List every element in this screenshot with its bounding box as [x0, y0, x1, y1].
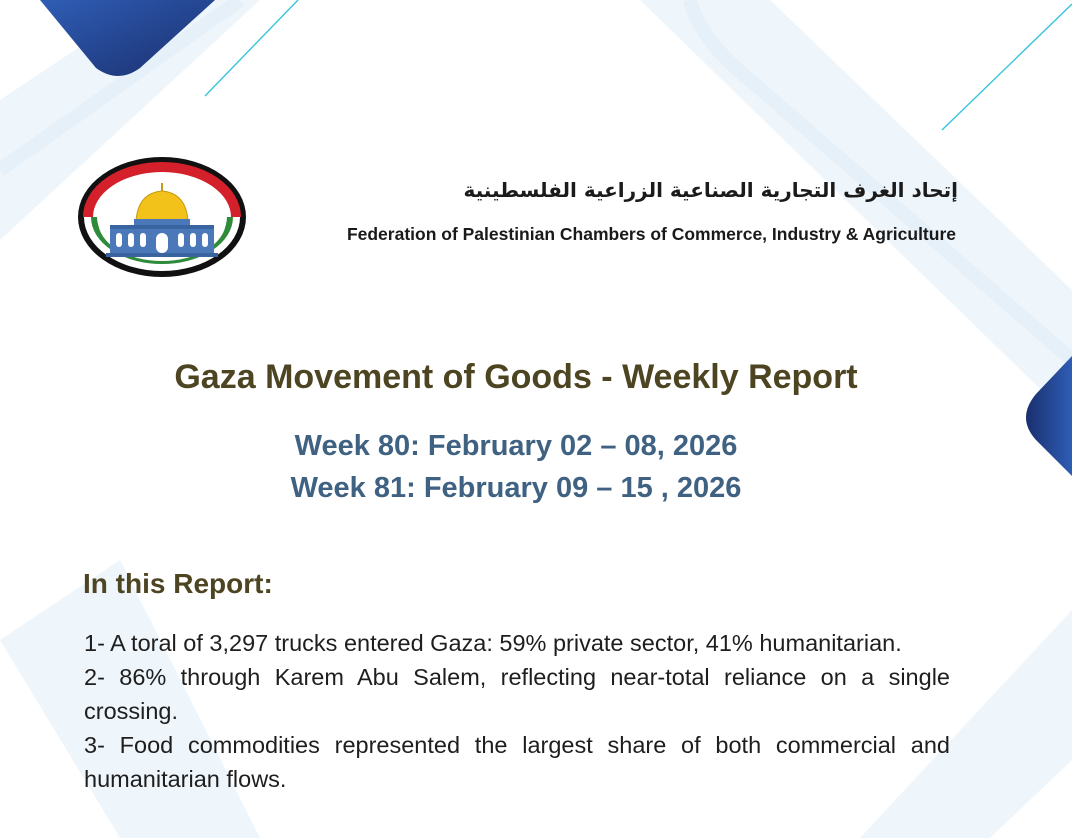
organization-name-english: Federation of Palestinian Chambers of Commerce, Industry & Agriculture	[346, 224, 956, 244]
list-item: 1- A toral of 3,297 trucks entered Gaza: 59% private sector, 41% humanitarian.	[84, 630, 902, 656]
section-heading: In this Report:	[83, 568, 273, 599]
federation-logo	[76, 155, 248, 279]
report-week-80: Week 80: February 02 – 08, 2026	[294, 430, 738, 462]
report-highlights-list	[84, 626, 950, 796]
report-title: Gaza Movement of Goods - Weekly Report	[174, 358, 858, 396]
list-item: 3- Food commodities represented the largest share of both commercial and humanitarian flows.	[84, 732, 950, 792]
organization-name-arabic: إتحاد الغرف التجارية الصناعية الزراعية الفلسطينية	[463, 178, 958, 202]
cyan-line	[942, 4, 1072, 130]
report-week-81: Week 81: February 09 – 15 , 2026	[290, 472, 742, 504]
list-item: 2- 86% through Karem Abu Salem, reflecting near-total reliance on a single crossing.	[84, 664, 950, 724]
